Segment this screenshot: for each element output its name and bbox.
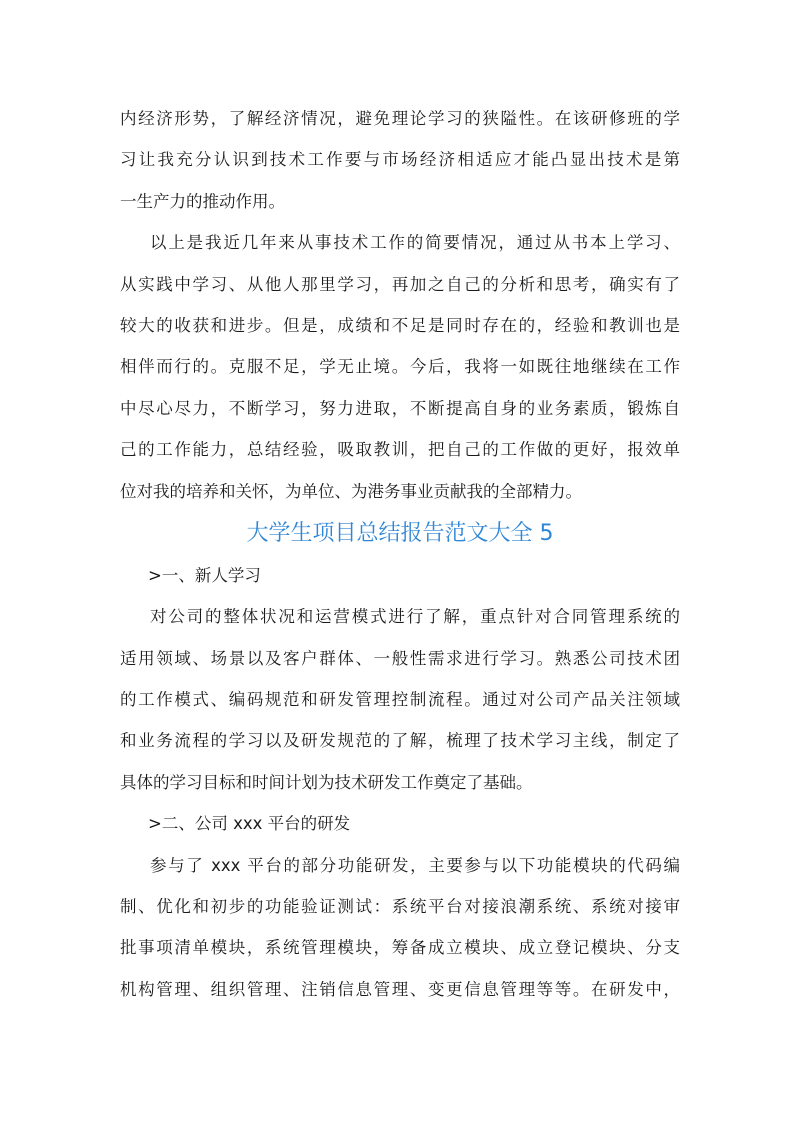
paragraph-1 [120,98,680,222]
document-body [120,98,680,1010]
text-line: 具体的学习目标和时间计划为技术研发工作奠定了基础。 [120,772,533,792]
subheading-new-hire-learning: >一、新人学习 [148,565,261,585]
text-line: 以上是我近几年来从事技术工作的简要情况，通过从书本上学习、 [150,233,680,253]
text-line: 适用领域、场景以及客户群体、一般性需求进行学习。熟悉公司技术团 [120,648,680,668]
text-line: 较大的收获和进步。但是，成绩和不足是同时存在的，经验和教训也是 [120,315,680,335]
text-line: 己的工作能力，总结经验，吸取教训，把自己的工作做的更好，报效单 [120,440,680,460]
text-line: 一生产力的推动作用。 [120,191,285,211]
text-line: 对公司的整体状况和运营模式进行了解，重点针对合同管理系统的 [150,607,680,627]
text-line: 从实践中学习、从他人那里学习，再加之自己的分析和思考，确实有了 [120,274,680,294]
text-line: 位对我的培养和关怀，为单位、为港务事业贡献我的全部精力。 [120,481,582,501]
paragraph-3 [120,596,680,803]
text-line: 和业务流程的学习以及研发规范的了解，梳理了技术学习主线，制定了 [120,731,680,751]
paragraph-2 [120,222,680,512]
subheading-platform-development: >二、公司 xxx 平台的研发 [148,814,351,834]
text-line: 的工作模式、编码规范和研发管理控制流程。通过对公司产品关注领域 [120,690,680,710]
text-line: 内经济形势，了解经济情况，避免理论学习的狭隘性。在该研修班的学 [120,109,680,128]
text-line: 相伴而行的。克服不足，学无止境。今后，我将一如既往地继续在工作 [120,357,680,377]
text-line: 制、优化和初步的功能验证测试：系统平台对接浪潮系统、系统对接审 [120,897,680,917]
text-line: 批事项清单模块，系统管理模块，筹备成立模块、成立登记模块、分支 [120,938,680,958]
text-line: 机构管理、组织管理、注销信息管理、变更信息管理等等。在研发中， [120,979,680,999]
section-title: 大学生项目总结报告范文大全 5 [246,520,554,546]
text-line: 参与了 xxx 平台的部分功能研发，主要参与以下功能模块的代码编 [150,855,680,875]
text-line: 习让我充分认识到技术工作要与市场经济相适应才能凸显出技术是第 [120,150,680,170]
text-line: 中尽心尽力，不断学习，努力进取，不断提高自身的业务素质，锻炼自 [120,398,680,418]
paragraph-4 [120,845,680,1011]
